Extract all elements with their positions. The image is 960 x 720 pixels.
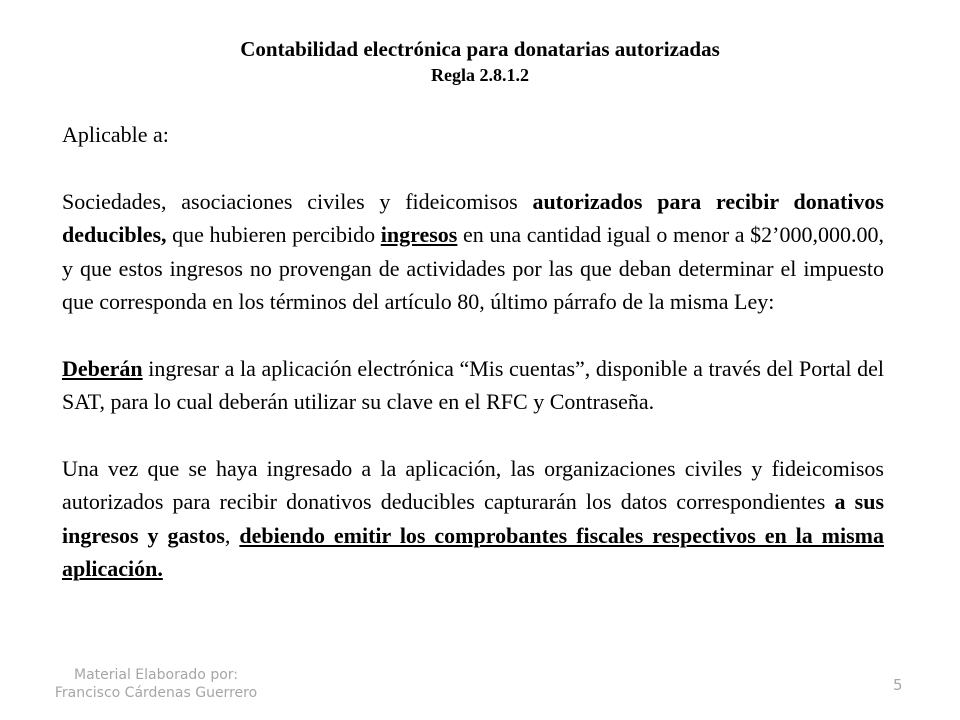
slide-title: Contabilidad electrónica para donatarias autorizadas	[240, 37, 720, 61]
text-run: Una vez que se haya ingresado a la aplicación, las organizaciones civiles y fideicomisos autorizados para recibir donativos deducibles capturarán los datos correspondientes	[62, 455, 884, 514]
emphasis-income-expenses: a sus ingresos y gastos	[62, 489, 885, 548]
credit-line-1: Material Elaborado por:	[73, 667, 238, 683]
paragraph-procedure	[62, 452, 884, 586]
text-run: ,	[224, 522, 240, 548]
footer-credit	[36, 666, 276, 702]
emphasis-authorized: autorizados para recibir donativos deducibles,	[62, 188, 884, 247]
text-run: que hubieren percibido	[166, 222, 381, 247]
emphasis-must: Deberán	[62, 355, 143, 381]
paragraph-applicability	[62, 185, 884, 319]
credit-line-2: Francisco Cárdenas Guerrero	[54, 685, 258, 701]
slide-body	[62, 118, 884, 586]
emphasis-issue-receipts: debiendo emitir los comprobantes fiscales respectivos en la misma aplicación.	[62, 522, 884, 581]
text-run: ingresar a la aplicación electrónica “Mis cuentas”, disponible a través del Portal del SAT, para lo cual deberán utilizar su clave en el RFC y Contraseña.	[62, 355, 884, 414]
intro-label: Aplicable a:	[62, 122, 169, 147]
paragraph-obligation	[62, 352, 884, 419]
page-number: 5	[893, 676, 903, 694]
emphasis-income: ingresos	[380, 222, 458, 247]
text-run: en una cantidad igual o menor a $2’000,000.00, y que estos ingresos no provengan de actividades por las que deban determinar el impuesto que corresponda en los términos del artículo 80, último párrafo de la misma Ley:	[62, 222, 884, 314]
slide-subtitle: Regla 2.8.1.2	[431, 65, 529, 85]
text-run: Sociedades, asociaciones civiles y fideicomisos	[62, 188, 533, 214]
